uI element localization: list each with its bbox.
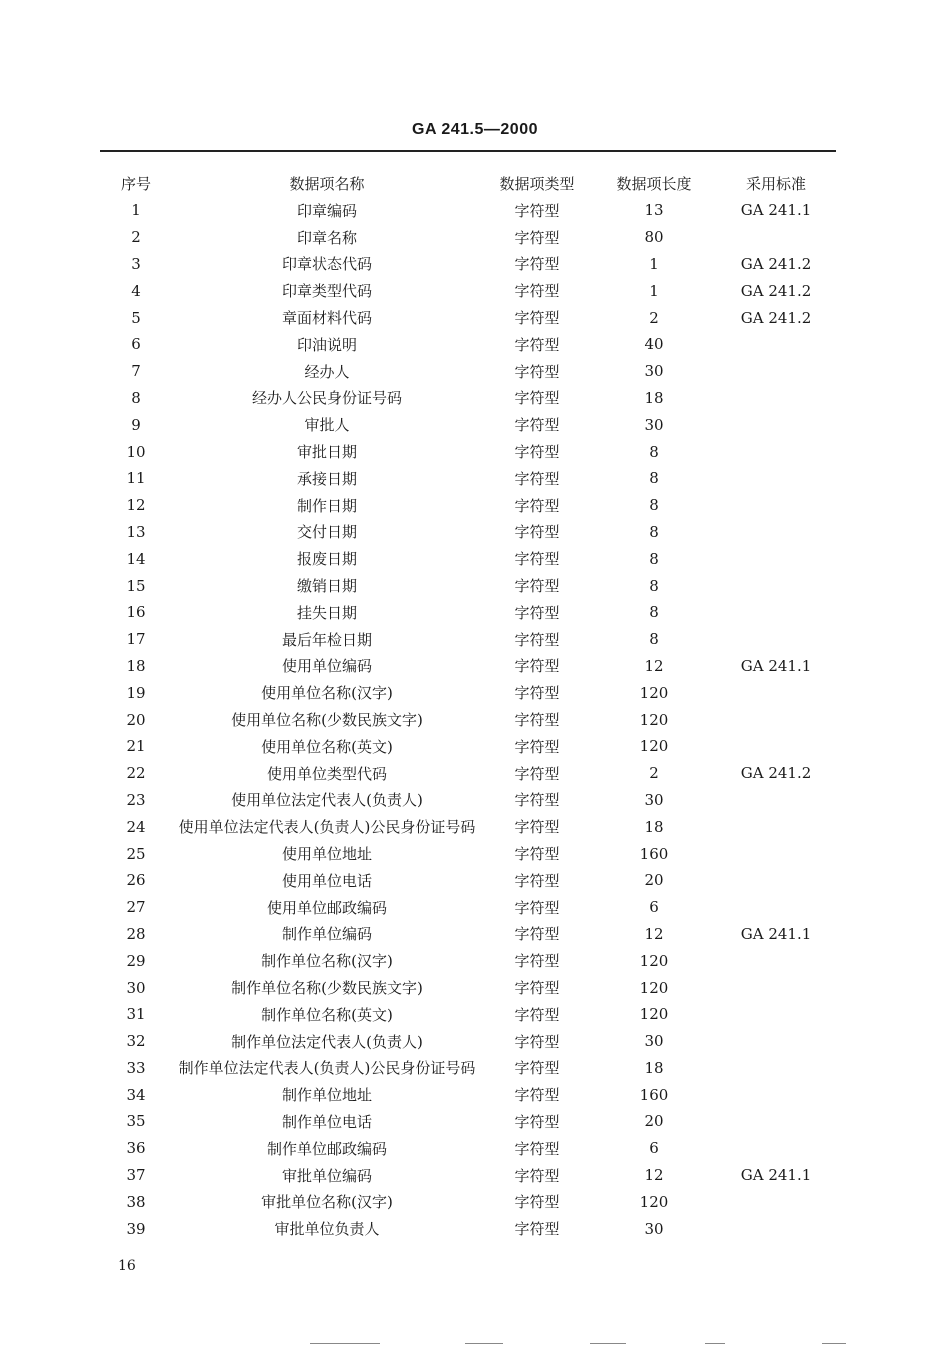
cell-standard bbox=[716, 974, 836, 1001]
cell-item-type: 字符型 bbox=[514, 791, 560, 810]
cell-standard bbox=[716, 438, 836, 465]
table-row bbox=[100, 1108, 836, 1135]
cell-item-length: 30 bbox=[644, 1032, 664, 1051]
cell-item-length: 120 bbox=[639, 951, 669, 970]
cell-standard bbox=[716, 867, 836, 894]
cell-seq: 34 bbox=[126, 1085, 146, 1104]
cell-item-name: 印章类型代码 bbox=[281, 282, 372, 301]
cell-seq: 19 bbox=[126, 683, 146, 702]
cell-item-name: 挂失日期 bbox=[296, 603, 357, 622]
cell-standard bbox=[716, 224, 836, 251]
cell-standard bbox=[716, 465, 836, 492]
cell-seq: 1 bbox=[131, 201, 141, 220]
cell-item-length: 120 bbox=[639, 1192, 669, 1211]
cell-standard: GA 241.2 bbox=[740, 308, 812, 327]
cell-item-type: 字符型 bbox=[514, 898, 560, 917]
cell-item-name: 审批单位编码 bbox=[281, 1166, 372, 1185]
cell-seq: 6 bbox=[131, 335, 141, 354]
cell-item-name: 审批日期 bbox=[296, 443, 357, 462]
cell-item-length: 160 bbox=[639, 844, 669, 863]
table-row bbox=[100, 465, 836, 492]
cell-item-length: 120 bbox=[639, 710, 669, 729]
cell-seq: 32 bbox=[126, 1032, 146, 1051]
cell-seq: 18 bbox=[126, 656, 146, 675]
cell-item-length: 120 bbox=[639, 737, 669, 756]
cell-item-type: 字符型 bbox=[514, 1220, 560, 1239]
cell-seq: 14 bbox=[126, 549, 146, 568]
cell-item-length: 18 bbox=[644, 388, 664, 407]
cell-standard: GA 241.1 bbox=[740, 656, 812, 675]
cell-item-name: 使用单位地址 bbox=[281, 845, 372, 864]
cell-item-type: 字符型 bbox=[514, 201, 560, 220]
cell-item-name: 使用单位编码 bbox=[281, 657, 372, 676]
table-row bbox=[100, 1001, 836, 1028]
cell-item-name: 使用单位邮政编码 bbox=[266, 898, 387, 917]
table-row bbox=[100, 224, 836, 251]
cell-item-type: 字符型 bbox=[514, 577, 560, 596]
cell-item-type: 字符型 bbox=[514, 335, 560, 354]
table-row bbox=[100, 492, 836, 519]
page-number: 16 bbox=[118, 1258, 136, 1274]
cell-item-length: 12 bbox=[644, 924, 664, 943]
cell-item-type: 字符型 bbox=[514, 1032, 560, 1051]
cell-seq: 25 bbox=[126, 844, 146, 863]
cell-item-name: 印章名称 bbox=[296, 228, 357, 247]
cell-item-type: 字符型 bbox=[514, 362, 560, 381]
cell-item-name: 制作单位名称(汉字) bbox=[261, 952, 393, 971]
cell-item-name: 最后年检日期 bbox=[281, 630, 372, 649]
scan-artifact bbox=[590, 1343, 626, 1344]
cell-item-length: 120 bbox=[639, 683, 669, 702]
cell-item-type: 字符型 bbox=[514, 282, 560, 301]
table-row bbox=[100, 599, 836, 626]
table-row bbox=[100, 813, 836, 840]
cell-seq: 22 bbox=[126, 764, 146, 783]
cell-item-type: 字符型 bbox=[514, 1086, 560, 1105]
cell-item-length: 8 bbox=[649, 549, 659, 568]
table-row bbox=[100, 894, 836, 921]
cell-seq: 17 bbox=[126, 630, 146, 649]
cell-seq: 38 bbox=[126, 1192, 146, 1211]
scan-artifact bbox=[465, 1343, 503, 1344]
cell-standard bbox=[716, 411, 836, 438]
cell-item-type: 字符型 bbox=[514, 1005, 560, 1024]
table-row bbox=[100, 572, 836, 599]
cell-item-name: 制作单位地址 bbox=[281, 1086, 372, 1105]
header-rule bbox=[100, 150, 836, 152]
cell-item-length: 12 bbox=[644, 656, 664, 675]
column-header-standard: 采用标准 bbox=[745, 174, 806, 193]
cell-item-type: 字符型 bbox=[514, 925, 560, 944]
column-header-name: 数据项名称 bbox=[289, 174, 365, 193]
cell-standard bbox=[716, 679, 836, 706]
cell-standard bbox=[716, 894, 836, 921]
cell-item-length: 120 bbox=[639, 978, 669, 997]
cell-item-length: 8 bbox=[649, 496, 659, 515]
cell-item-length: 18 bbox=[644, 1058, 664, 1077]
cell-item-type: 字符型 bbox=[514, 1139, 560, 1158]
cell-item-type: 字符型 bbox=[514, 657, 560, 676]
cell-item-name: 使用单位类型代码 bbox=[266, 764, 387, 783]
cell-standard bbox=[716, 1135, 836, 1162]
cell-seq: 10 bbox=[126, 442, 146, 461]
cell-item-name: 制作单位名称(英文) bbox=[261, 1005, 393, 1024]
cell-seq: 33 bbox=[126, 1058, 146, 1077]
cell-item-name: 印章状态代码 bbox=[281, 255, 372, 274]
cell-item-type: 字符型 bbox=[514, 1193, 560, 1212]
table-row bbox=[100, 545, 836, 572]
table-row bbox=[100, 974, 836, 1001]
cell-seq: 8 bbox=[131, 388, 141, 407]
cell-seq: 15 bbox=[126, 576, 146, 595]
cell-item-type: 字符型 bbox=[514, 550, 560, 569]
cell-item-length: 13 bbox=[644, 201, 664, 220]
cell-seq: 39 bbox=[126, 1219, 146, 1238]
cell-item-type: 字符型 bbox=[514, 684, 560, 703]
cell-standard bbox=[716, 492, 836, 519]
cell-item-length: 80 bbox=[644, 228, 664, 247]
cell-standard bbox=[716, 385, 836, 412]
column-header-seq: 序号 bbox=[120, 174, 151, 193]
table-body bbox=[100, 197, 836, 1242]
cell-item-name: 审批人 bbox=[304, 416, 350, 435]
cell-item-name: 制作单位法定代表人(负责人) bbox=[231, 1032, 423, 1051]
table-row bbox=[100, 1081, 836, 1108]
cell-seq: 23 bbox=[126, 790, 146, 809]
cell-item-length: 8 bbox=[649, 630, 659, 649]
cell-item-type: 字符型 bbox=[514, 630, 560, 649]
cell-item-name: 制作单位法定代表人(负责人)公民身份证号码 bbox=[178, 1059, 476, 1078]
cell-seq: 28 bbox=[126, 924, 146, 943]
cell-item-length: 12 bbox=[644, 1166, 664, 1185]
standard-code-header: GA 241.5—2000 bbox=[412, 121, 538, 138]
cell-item-type: 字符型 bbox=[514, 1112, 560, 1131]
table-row bbox=[100, 626, 836, 653]
cell-item-name: 使用单位法定代表人(负责人)公民身份证号码 bbox=[178, 818, 476, 837]
cell-standard bbox=[716, 947, 836, 974]
cell-seq: 29 bbox=[126, 951, 146, 970]
cell-standard bbox=[716, 572, 836, 599]
cell-item-name: 制作单位编码 bbox=[281, 925, 372, 944]
cell-standard bbox=[716, 626, 836, 653]
cell-standard: GA 241.1 bbox=[740, 924, 812, 943]
cell-item-name: 承接日期 bbox=[296, 469, 357, 488]
cell-seq: 2 bbox=[131, 228, 141, 247]
table-row bbox=[100, 197, 836, 224]
table-row bbox=[100, 921, 836, 948]
cell-item-length: 30 bbox=[644, 362, 664, 381]
cell-standard bbox=[716, 545, 836, 572]
table-row bbox=[100, 1028, 836, 1055]
cell-item-length: 30 bbox=[644, 1219, 664, 1238]
cell-item-type: 字符型 bbox=[514, 871, 560, 890]
cell-seq: 27 bbox=[126, 898, 146, 917]
cell-standard bbox=[716, 733, 836, 760]
cell-seq: 24 bbox=[126, 817, 146, 836]
table-header-row bbox=[100, 169, 836, 197]
cell-item-name: 使用单位名称(少数民族文字) bbox=[231, 711, 423, 730]
cell-seq: 26 bbox=[126, 871, 146, 890]
cell-seq: 31 bbox=[126, 1005, 146, 1024]
cell-item-name: 报废日期 bbox=[296, 550, 357, 569]
cell-seq: 12 bbox=[126, 496, 146, 515]
cell-item-type: 字符型 bbox=[514, 1166, 560, 1185]
cell-standard: GA 241.2 bbox=[740, 281, 812, 300]
cell-standard bbox=[716, 1001, 836, 1028]
cell-item-type: 字符型 bbox=[514, 228, 560, 247]
cell-item-length: 8 bbox=[649, 603, 659, 622]
data-items-table bbox=[100, 169, 836, 1242]
table-row bbox=[100, 840, 836, 867]
cell-item-name: 使用单位名称(汉字) bbox=[261, 684, 393, 703]
cell-standard bbox=[716, 599, 836, 626]
table-row bbox=[100, 1135, 836, 1162]
table-row bbox=[100, 331, 836, 358]
cell-standard bbox=[716, 1081, 836, 1108]
cell-seq: 7 bbox=[131, 362, 141, 381]
cell-item-type: 字符型 bbox=[514, 469, 560, 488]
cell-item-name: 审批单位名称(汉字) bbox=[261, 1193, 393, 1212]
cell-item-length: 120 bbox=[639, 1005, 669, 1024]
cell-item-type: 字符型 bbox=[514, 416, 560, 435]
table-row bbox=[100, 947, 836, 974]
table-row bbox=[100, 358, 836, 385]
cell-item-type: 字符型 bbox=[514, 711, 560, 730]
cell-item-type: 字符型 bbox=[514, 496, 560, 515]
cell-item-length: 20 bbox=[644, 871, 664, 890]
cell-seq: 9 bbox=[131, 415, 141, 434]
cell-item-length: 40 bbox=[644, 335, 664, 354]
table-row bbox=[100, 706, 836, 733]
cell-item-length: 8 bbox=[649, 442, 659, 461]
cell-standard bbox=[716, 787, 836, 814]
cell-item-name: 制作单位名称(少数民族文字) bbox=[231, 979, 423, 997]
cell-standard bbox=[716, 813, 836, 840]
table-row bbox=[100, 787, 836, 814]
table-row bbox=[100, 679, 836, 706]
cell-item-name: 制作单位电话 bbox=[281, 1112, 372, 1131]
cell-seq: 13 bbox=[126, 522, 146, 541]
cell-standard bbox=[716, 1055, 836, 1082]
cell-standard bbox=[716, 519, 836, 546]
table-row bbox=[100, 1162, 836, 1189]
cell-standard bbox=[716, 331, 836, 358]
cell-item-length: 30 bbox=[644, 415, 664, 434]
scan-artifact bbox=[822, 1343, 846, 1344]
cell-seq: 35 bbox=[126, 1112, 146, 1131]
cell-item-type: 字符型 bbox=[514, 818, 560, 837]
cell-item-name: 交付日期 bbox=[296, 523, 357, 542]
cell-item-length: 30 bbox=[644, 790, 664, 809]
cell-item-length: 18 bbox=[644, 817, 664, 836]
column-header-type: 数据项类型 bbox=[499, 174, 575, 193]
cell-item-name: 使用单位法定代表人(负责人) bbox=[231, 791, 423, 810]
cell-item-length: 1 bbox=[649, 254, 659, 273]
cell-item-name: 审批单位负责人 bbox=[274, 1220, 380, 1239]
table-row bbox=[100, 653, 836, 680]
table-row bbox=[100, 760, 836, 787]
cell-item-type: 字符型 bbox=[514, 952, 560, 971]
table-row bbox=[100, 251, 836, 278]
table-row bbox=[100, 277, 836, 304]
cell-item-type: 字符型 bbox=[514, 523, 560, 542]
table-row bbox=[100, 867, 836, 894]
table-row bbox=[100, 411, 836, 438]
cell-item-length: 2 bbox=[649, 764, 659, 783]
cell-seq: 3 bbox=[131, 254, 141, 273]
table-row bbox=[100, 733, 836, 760]
cell-item-name: 经办人公民身份证号码 bbox=[251, 389, 402, 408]
table-row bbox=[100, 1188, 836, 1215]
cell-item-type: 字符型 bbox=[514, 443, 560, 462]
cell-seq: 21 bbox=[126, 737, 146, 756]
cell-item-type: 字符型 bbox=[514, 389, 560, 408]
cell-seq: 11 bbox=[126, 469, 146, 488]
cell-item-length: 2 bbox=[649, 308, 659, 327]
cell-item-length: 20 bbox=[644, 1112, 664, 1131]
table-row bbox=[100, 1055, 836, 1082]
cell-item-name: 使用单位名称(英文) bbox=[261, 737, 393, 756]
cell-standard bbox=[716, 358, 836, 385]
cell-standard bbox=[716, 1028, 836, 1055]
cell-item-type: 字符型 bbox=[514, 309, 560, 328]
cell-item-length: 1 bbox=[649, 281, 659, 300]
cell-item-name: 使用单位电话 bbox=[281, 871, 372, 890]
cell-seq: 36 bbox=[126, 1139, 146, 1158]
cell-item-name: 缴销日期 bbox=[296, 577, 357, 596]
scan-artifact bbox=[310, 1343, 380, 1344]
cell-standard: GA 241.1 bbox=[740, 1166, 812, 1185]
cell-item-type: 字符型 bbox=[514, 764, 560, 783]
cell-seq: 20 bbox=[126, 710, 146, 729]
table-row bbox=[100, 1215, 836, 1242]
table-row bbox=[100, 385, 836, 412]
cell-item-type: 字符型 bbox=[514, 603, 560, 622]
cell-standard bbox=[716, 840, 836, 867]
cell-standard: GA 241.2 bbox=[740, 764, 812, 783]
cell-seq: 5 bbox=[131, 308, 141, 327]
cell-item-length: 6 bbox=[649, 898, 659, 917]
table-row bbox=[100, 304, 836, 331]
cell-standard bbox=[716, 1108, 836, 1135]
cell-standard: GA 241.1 bbox=[740, 201, 812, 220]
cell-item-length: 8 bbox=[649, 576, 659, 595]
cell-seq: 16 bbox=[126, 603, 146, 622]
cell-item-type: 字符型 bbox=[514, 1059, 560, 1078]
cell-item-length: 6 bbox=[649, 1139, 659, 1158]
cell-item-name: 经办人 bbox=[304, 362, 350, 381]
cell-standard: GA 241.2 bbox=[740, 254, 812, 273]
cell-standard bbox=[716, 706, 836, 733]
cell-seq: 4 bbox=[131, 281, 141, 300]
table-row bbox=[100, 438, 836, 465]
cell-item-name: 制作日期 bbox=[296, 496, 357, 515]
cell-standard bbox=[716, 1215, 836, 1242]
cell-item-name: 制作单位邮政编码 bbox=[266, 1139, 387, 1158]
cell-seq: 37 bbox=[126, 1166, 146, 1185]
cell-seq: 30 bbox=[126, 978, 146, 997]
cell-standard bbox=[716, 1188, 836, 1215]
cell-item-length: 8 bbox=[649, 469, 659, 488]
cell-item-length: 8 bbox=[649, 522, 659, 541]
cell-item-type: 字符型 bbox=[514, 737, 560, 756]
scan-artifact bbox=[705, 1343, 725, 1344]
column-header-length: 数据项长度 bbox=[616, 174, 692, 193]
cell-item-name: 印油说明 bbox=[296, 335, 357, 354]
cell-item-type: 字符型 bbox=[514, 845, 560, 864]
cell-item-name: 印章编码 bbox=[296, 201, 357, 220]
cell-item-length: 160 bbox=[639, 1085, 669, 1104]
table-row bbox=[100, 519, 836, 546]
cell-item-type: 字符型 bbox=[514, 255, 560, 274]
cell-item-type: 字符型 bbox=[514, 979, 560, 997]
cell-item-name: 章面材料代码 bbox=[281, 309, 372, 328]
